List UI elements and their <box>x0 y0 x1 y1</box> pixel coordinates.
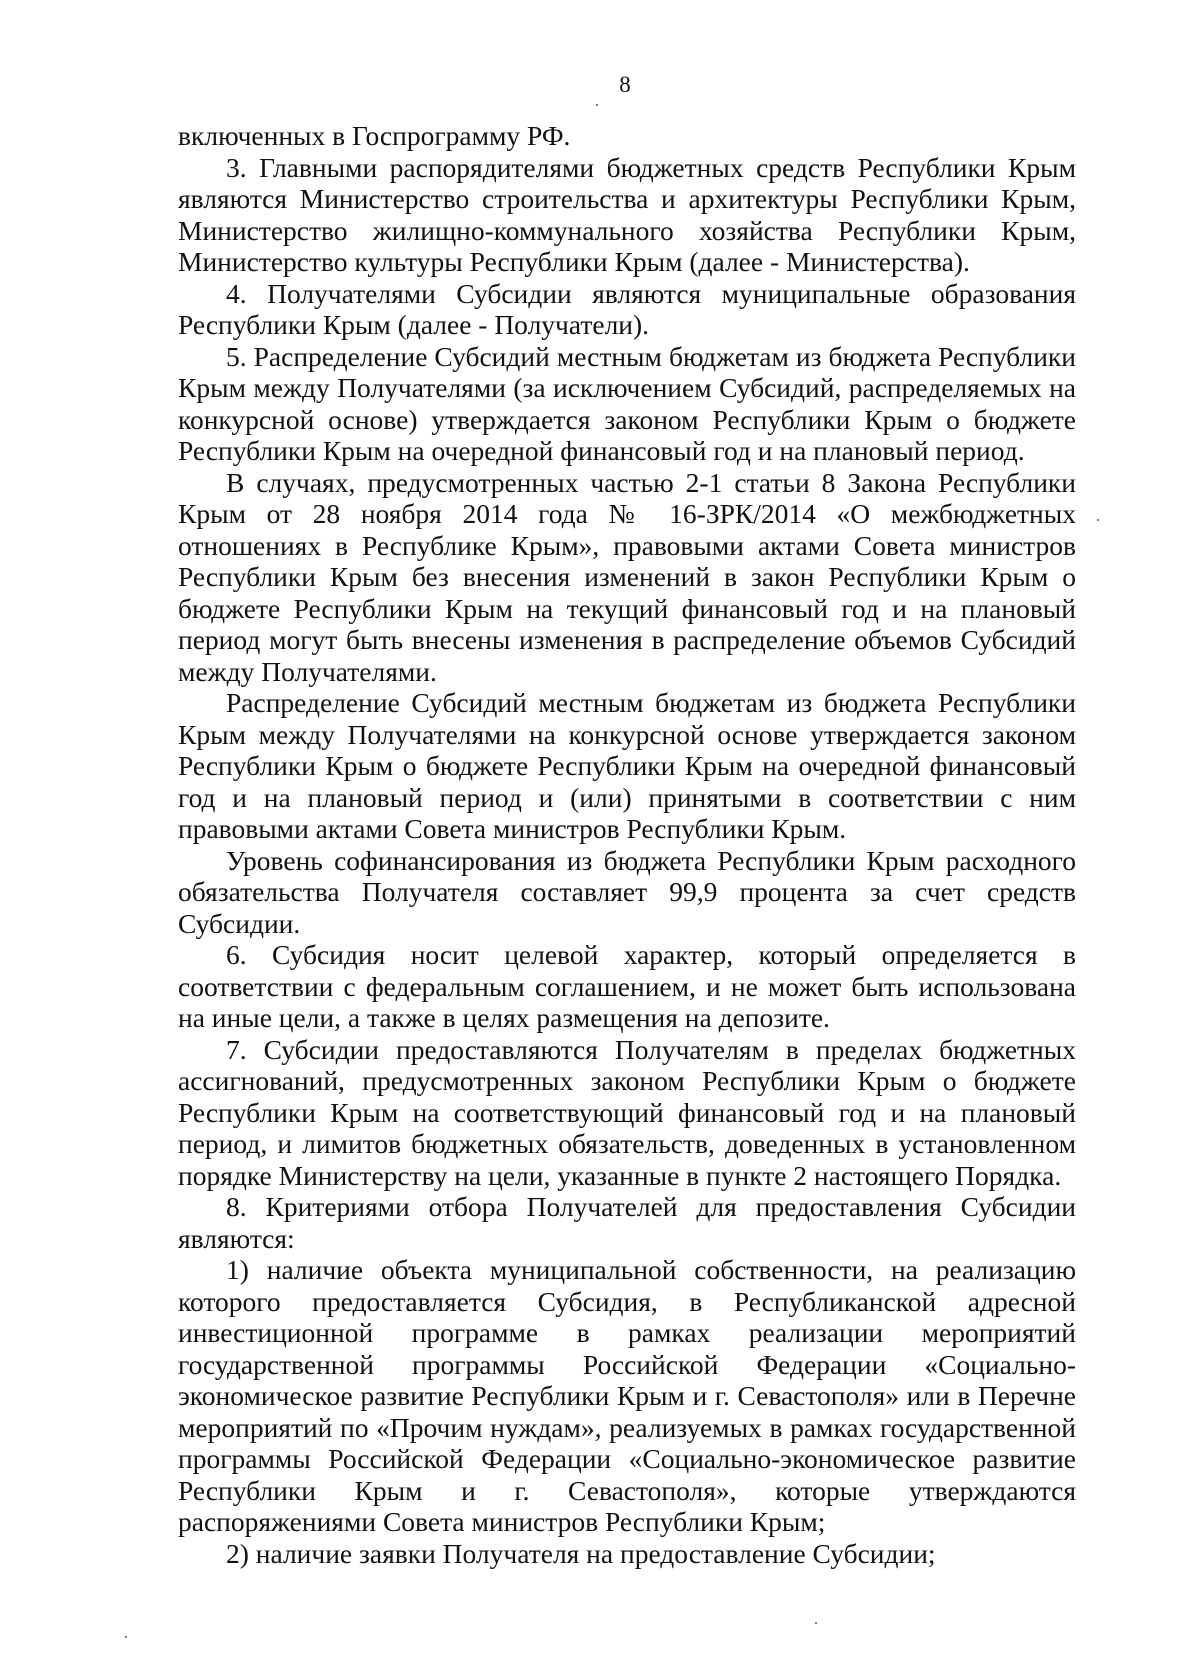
paragraph-item-6: 6. Субсидия носит целевой характер, который определяется в соответствии с федеральным соглашением, и не может быть использована на иные цели, а также в целях размещения на депозите. <box>178 939 1076 1033</box>
page-number: 8 <box>619 72 631 97</box>
paragraph-item-3: 3. Главными распорядителями бюджетных средств Республики Крым являются Министерство строительства и архитектуры Республики Крым, Министерство жилищно-коммунального хозяйства Республики Крым, Министерство культуры Республики Крым (далее - Министерства). <box>178 151 1076 277</box>
paragraph-criterion-2: 2) наличие заявки Получателя на предоставление Субсидии; <box>226 1537 936 1569</box>
document-body <box>178 120 1076 1569</box>
paragraph-item-7: 7. Субсидии предоставляются Получателям в пределах бюджетных ассигнований, предусмотренных законом Республики Крым о бюджете Республики Крым на соответствующий финансовый год и на плановый период, и лимитов бюджетных обязательств, доведенных в установленном порядке Министерству на цели, указанные в пункте 2 настоящего Порядка. <box>178 1033 1076 1191</box>
paragraph-item-8: 8. Критериями отбора Получателей для предоставления Субсидии являются: <box>178 1191 1076 1254</box>
paragraph-continuation: включенных в Госпрограмму РФ. <box>178 120 571 151</box>
paragraph-item-5-competitive: Распределение Субсидий местным бюджетам из бюджета Республики Крым между Получателями на конкурсной основе утверждается законом Республики Крым о бюджете Республики Крым на очередной финансовый год и на плановый период и (или) принятыми в соответствии с ним правовыми актами Совета министров Республики Крым. <box>178 687 1076 844</box>
scan-speck <box>815 1622 817 1624</box>
scan-speck <box>1097 519 1099 521</box>
scan-speck <box>596 104 598 106</box>
paragraph-item-5: 5. Распределение Субсидий местным бюджетам из бюджета Республики Крым между Получателями (за исключением Субсидий, распределяемых на конкурсной основе) утверждается законом Республики Крым о бюджете Республики Крым на очередной финансовый год и на плановый период. <box>178 340 1076 466</box>
paragraph-item-5-cofinancing: Уровень софинансирования из бюджета Республики Крым расходного обязательства Получателя составляет 99,9 процента за счет средств Субсидии. <box>178 844 1076 939</box>
paragraph-item-4: 4. Получателями Субсидии являются муниципальные образования Республики Крым (далее - Получатели). <box>178 277 1076 340</box>
paragraph-criterion-1: 1) наличие объекта муниципальной собственности, на реализацию которого предоставляется Субсидия, в Республиканской адресной инвестиционной программе в рамках реализации мероприятий государственной программы Российской Федерации «Социально-экономическое развитие Республики Крым и г. Севастополя» или в Перечне мероприятий по «Прочим нуждам», реализуемых в рамках государственной программы Российской Федерации «Социально-экономическое развитие Республики Крым и г. Севастополя», которые утверждаются распоряжениями Совета министров Республики Крым; <box>178 1254 1076 1537</box>
paragraph-item-5-cases: В случаях, предусмотренных частью 2-1 статьи 8 Закона Республики Крым от 28 ноября 2014 года № 16-ЗРК/2014 «О межбюджетных отношениях в Республике Крым», правовыми актами Совета министров Республики Крым без внесения изменений в закон Республики Крым о бюджете Республики Крым на текущий финансовый год и на плановый период могут быть внесены изменения в распределение объемов Субсидий между Получателями. <box>178 466 1076 687</box>
scan-speck <box>125 1636 127 1638</box>
